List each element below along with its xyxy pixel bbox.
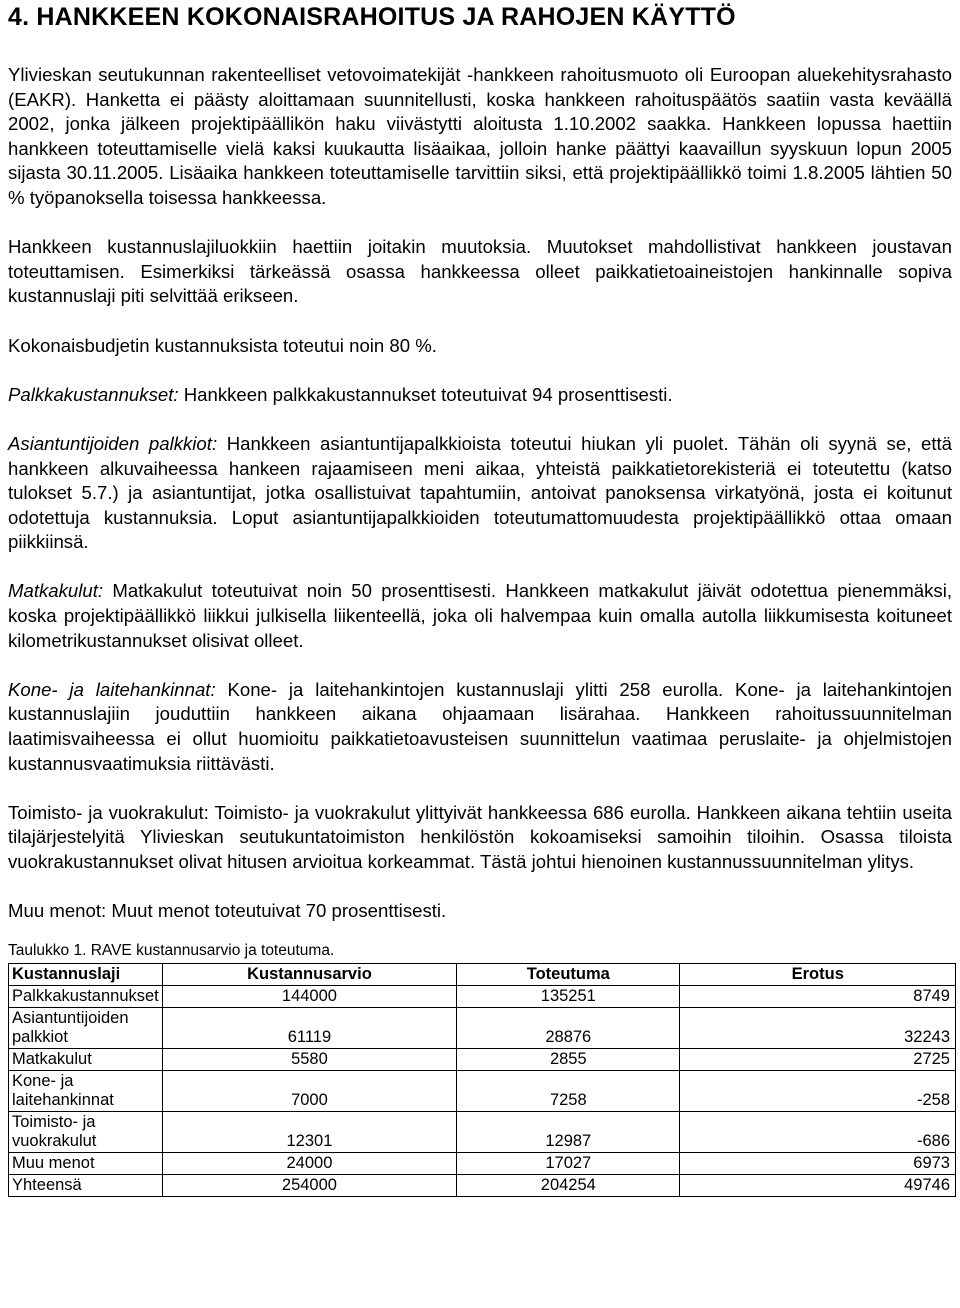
cell-kustannuslaji-line: laitehankinnat bbox=[12, 1090, 114, 1109]
cell-kustannuslaji bbox=[9, 1174, 163, 1196]
salary-costs-lead: Palkkakustannukset: bbox=[8, 383, 179, 405]
paragraph-travel-costs bbox=[8, 579, 952, 653]
cell-kustannuslaji-line: Matkakulut bbox=[12, 1049, 92, 1068]
table-row bbox=[9, 1048, 956, 1070]
header-kustannusarvio: Kustannusarvio bbox=[162, 963, 456, 985]
cell-kustannuslaji-line: Asiantuntijoiden bbox=[12, 1008, 129, 1027]
cell-kustannusarvio: 144000 bbox=[162, 985, 456, 1007]
cell-kustannuslaji-line: Muu menot bbox=[12, 1153, 95, 1172]
cell-kustannuslaji bbox=[9, 1070, 163, 1111]
cell-erotus: 32243 bbox=[680, 1007, 956, 1048]
cell-kustannuslaji bbox=[9, 985, 163, 1007]
travel-costs-text: Matkakulut toteutuivat noin 50 prosenttisesti. Hankkeen matkakulut jäivät odotettua pienemmäksi, koska projektipäällikkö liikkui julkisella liikenteellä, joka oli halvempaa kuin omalla autolla liikkumisesta koituneet kilometrikustannukset olisivat olleet. bbox=[8, 580, 952, 651]
cell-kustannuslaji bbox=[9, 1152, 163, 1174]
cell-erotus: 8749 bbox=[680, 985, 956, 1007]
cell-kustannuslaji-line: Toimisto- ja bbox=[12, 1112, 96, 1131]
table-caption: Taulukko 1. RAVE kustannusarvio ja toteutuma. bbox=[8, 941, 335, 959]
paragraph-cost-categories: Hankkeen kustannuslajiluokkiin haettiin joitakin muutoksia. Muutokset mahdollistivat hankkeen joustavan toteuttamisen. Esimerkiksi tärkeässä osassa hankkeessa olleet paikkatietoaineistojen hankinnalle sopiva kustannuslaji piti selvittää erikseen. bbox=[8, 236, 952, 307]
paragraph-expert-fees bbox=[8, 432, 952, 555]
cell-toteutuma: 7258 bbox=[457, 1070, 680, 1111]
paragraph-total-budget: Kokonaisbudjetin kustannuksista toteutui noin 80 %. bbox=[8, 334, 437, 356]
table-row bbox=[9, 1007, 956, 1048]
cell-erotus: 2725 bbox=[680, 1048, 956, 1070]
cell-kustannusarvio: 24000 bbox=[162, 1152, 456, 1174]
cell-erotus: 49746 bbox=[680, 1174, 956, 1196]
cell-toteutuma: 204254 bbox=[457, 1174, 680, 1196]
cell-kustannuslaji-line: vuokrakulut bbox=[12, 1131, 97, 1150]
cell-toteutuma: 135251 bbox=[457, 985, 680, 1007]
paragraph-salary-costs bbox=[8, 383, 952, 408]
cost-table bbox=[8, 963, 956, 1197]
table-row bbox=[9, 1070, 956, 1111]
table-row bbox=[9, 1174, 956, 1196]
cell-kustannusarvio: 7000 bbox=[162, 1070, 456, 1111]
cell-kustannuslaji bbox=[9, 1111, 163, 1152]
cell-kustannuslaji bbox=[9, 1007, 163, 1048]
table-row bbox=[9, 1152, 956, 1174]
equipment-lead: Kone- ja laitehankinnat: bbox=[8, 678, 216, 700]
cell-erotus: 6973 bbox=[680, 1152, 956, 1174]
cell-toteutuma: 2855 bbox=[457, 1048, 680, 1070]
header-toteutuma: Toteutuma bbox=[457, 963, 680, 985]
header-erotus: Erotus bbox=[680, 963, 956, 985]
cell-kustannuslaji-line: Yhteensä bbox=[12, 1175, 82, 1194]
cell-kustannusarvio: 12301 bbox=[162, 1111, 456, 1152]
paragraph-office-rent: Toimisto- ja vuokrakulut: Toimisto- ja vuokrakulut ylittyivät hankkeessa 686 eurolla. Hankkeen aikana tehtiin useita tilajärjestelyitä Ylivieskan seutukuntatoimiston henkilöstön kokoamiseksi samoihin tiloihin. Osassa tiloista vuokrakustannukset olivat hitusen arvioitua korkeammat. Tästä johtui hienoinen kustannussuunnitelman ylitys. bbox=[8, 801, 952, 872]
cell-kustannusarvio: 61119 bbox=[162, 1007, 456, 1048]
table-body bbox=[9, 985, 956, 1196]
section-heading: 4. HANKKEEN KOKONAISRAHOITUS JA RAHOJEN KÄYTTÖ bbox=[8, 3, 736, 31]
paragraph-funding: Ylivieskan seutukunnan rakenteelliset vetovoimatekijät -hankkeen rahoitusmuoto oli Euroopan aluekehitysrahasto (EAKR). Hanketta ei päästy aloittamaan suunnitellusti, koska hankkeen rahoituspäätös saatiin vasta keväällä 2002, jonka jälkeen projektipäällikön haku viivästytti aloitusta 1.10.2002 saakka. Hankkeen lopussa haettiin hankkeen toteuttamiselle vielä kaksi kuukautta lisäaikaa, jolloin hanke päättyi kaavaillun syyskuun lopun 2005 sijasta 30.11.2005. Lisäaika hankkeen toteuttamiselle tarvittiin siksi, että projektipäällikkö toimi 1.8.2005 lähtien 50 % työpanoksella toisessa hankkeessa. bbox=[8, 64, 952, 208]
paragraph-equipment bbox=[8, 678, 952, 776]
header-kustannuslaji: Kustannuslaji bbox=[9, 963, 163, 985]
expert-fees-text: Hankkeen asiantuntijapalkkioista toteutui hiukan yli puolet. Tähän oli syynä se, että hankkeen alkuvaiheessa hankeen rajaamiseen meni aikaa, yhteistä paikkatietorekisteriä ei toteutettu (katso tulokset 5.7.) ja asiantuntijat, jotka osallistuivat tapahtumiin, antoivat panoksensa virkatyönä, josta ei koitunut odotettuja kustannuksia. Loput asiantuntijapalkkioiden toteutumattomuudesta projektipäällikkö ottaa omaan piikkiinsä. bbox=[8, 432, 952, 553]
cell-kustannusarvio: 254000 bbox=[162, 1174, 456, 1196]
expert-fees-lead: Asiantuntijoiden palkkiot: bbox=[8, 432, 218, 454]
cell-kustannuslaji-line: Kone- ja bbox=[12, 1071, 74, 1090]
cell-kustannusarvio: 5580 bbox=[162, 1048, 456, 1070]
equipment-text: Kone- ja laitehankintojen kustannuslaji ylitti 258 eurolla. Kone- ja laitehankintojen kustannuslajiin jouduttiin hankkeen aikana ohjaamaan lisärahaa. Hankkeen rahoitussuunnitelman laatimisvaiheessa ei ollut huomioitu paikkatietoavusteisen suunnittelun vaatimaa peruslaite- ja ohjelmistojen kustannusvaatimuksia riittävästi. bbox=[8, 678, 952, 774]
cell-erotus: -258 bbox=[680, 1070, 956, 1111]
cell-kustannuslaji-line: palkkiot bbox=[12, 1027, 68, 1046]
table-header-row bbox=[9, 963, 956, 985]
cell-kustannuslaji bbox=[9, 1048, 163, 1070]
cell-toteutuma: 17027 bbox=[457, 1152, 680, 1174]
travel-costs-lead: Matkakulut: bbox=[8, 580, 104, 602]
table-row bbox=[9, 985, 956, 1007]
cell-toteutuma: 12987 bbox=[457, 1111, 680, 1152]
table-row bbox=[9, 1111, 956, 1152]
cell-toteutuma: 28876 bbox=[457, 1007, 680, 1048]
cell-erotus: -686 bbox=[680, 1111, 956, 1152]
salary-costs-text: Hankkeen palkkakustannukset toteutuivat 94 prosenttisesti. bbox=[178, 383, 673, 405]
cell-kustannuslaji-line: Palkkakustannukset bbox=[12, 986, 159, 1005]
paragraph-other-costs: Muu menot: Muut menot toteutuivat 70 prosenttisesti. bbox=[8, 900, 447, 922]
